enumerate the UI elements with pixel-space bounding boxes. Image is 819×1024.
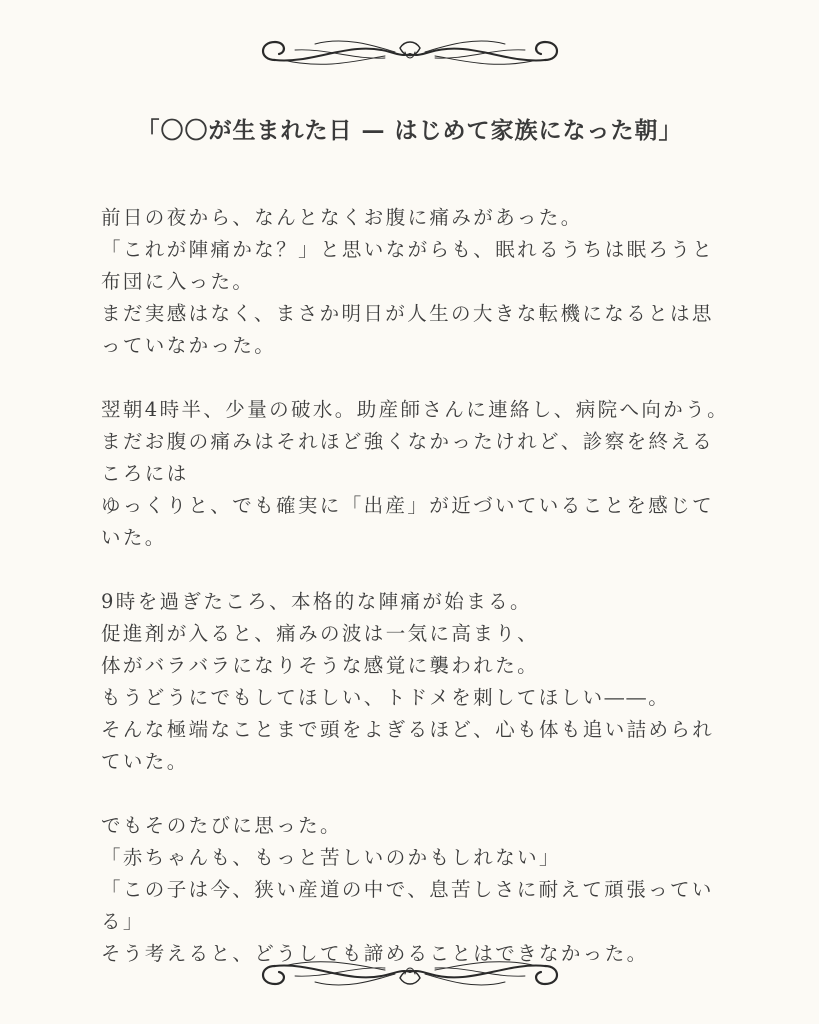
text-line: でもそのたびに思った。 [101, 814, 342, 837]
text-line: 布団に入った。 [101, 270, 255, 293]
text-line: 9時を過ぎたころ、本格的な陣痛が始まる。 [101, 590, 532, 613]
text-line: っていなかった。 [101, 334, 277, 357]
paragraph-1 [101, 202, 771, 362]
text-line: 翌朝4時半、少量の破水。助産師さんに連絡し、病院へ向かう。 [101, 398, 730, 421]
text-line: 促進剤が入ると、痛みの波は一気に高まり、 [101, 622, 540, 645]
paragraph-4 [101, 810, 771, 970]
text-line: まだ実感はなく、まさか明日が人生の大きな転機になるとは思 [101, 302, 714, 325]
text-line: もうどうにでもしてほしい、トドメを刺してほしい――。 [101, 686, 671, 709]
text-line: る」 [101, 910, 145, 933]
flourish-divider-icon [255, 948, 565, 996]
page-title: 「〇〇が生まれた日 — はじめて家族になった朝」 [136, 117, 683, 144]
text-line: 「この子は今、狭い産道の中で、息苦しさに耐えて頑張ってい [101, 878, 714, 901]
paragraph-2 [101, 394, 771, 554]
bottom-ornament [0, 948, 819, 996]
text-line: 「赤ちゃんも、もっと苦しいのかもしれない」 [101, 846, 561, 869]
text-line: 体がバラバラになりそうな感覚に襲われた。 [101, 654, 540, 677]
text-line: ゆっくりと、でも確実に「出産」が近づいていることを感じて [101, 494, 715, 517]
text-line: そんな極端なことまで頭をよぎるほど、心も体も追い詰められ [101, 718, 715, 741]
text-line: まだお腹の痛みはそれほど強くなかったけれど、診察を終える [101, 430, 715, 453]
article-body [101, 202, 771, 970]
text-line: ころには [101, 462, 189, 485]
text-line: ていた。 [101, 750, 189, 773]
top-ornament [0, 30, 819, 78]
text-line: そう考えると、どうしても諦めることはできなかった。 [101, 942, 649, 965]
paragraph-3 [101, 586, 771, 778]
flourish-divider-icon [255, 30, 565, 78]
text-line: 「これが陣痛かな？」と思いながらも、眠れるうちは眠ろうと [101, 238, 715, 261]
text-line: いた。 [101, 526, 167, 549]
text-line: 前日の夜から、なんとなくお腹に痛みがあった。 [101, 206, 583, 229]
